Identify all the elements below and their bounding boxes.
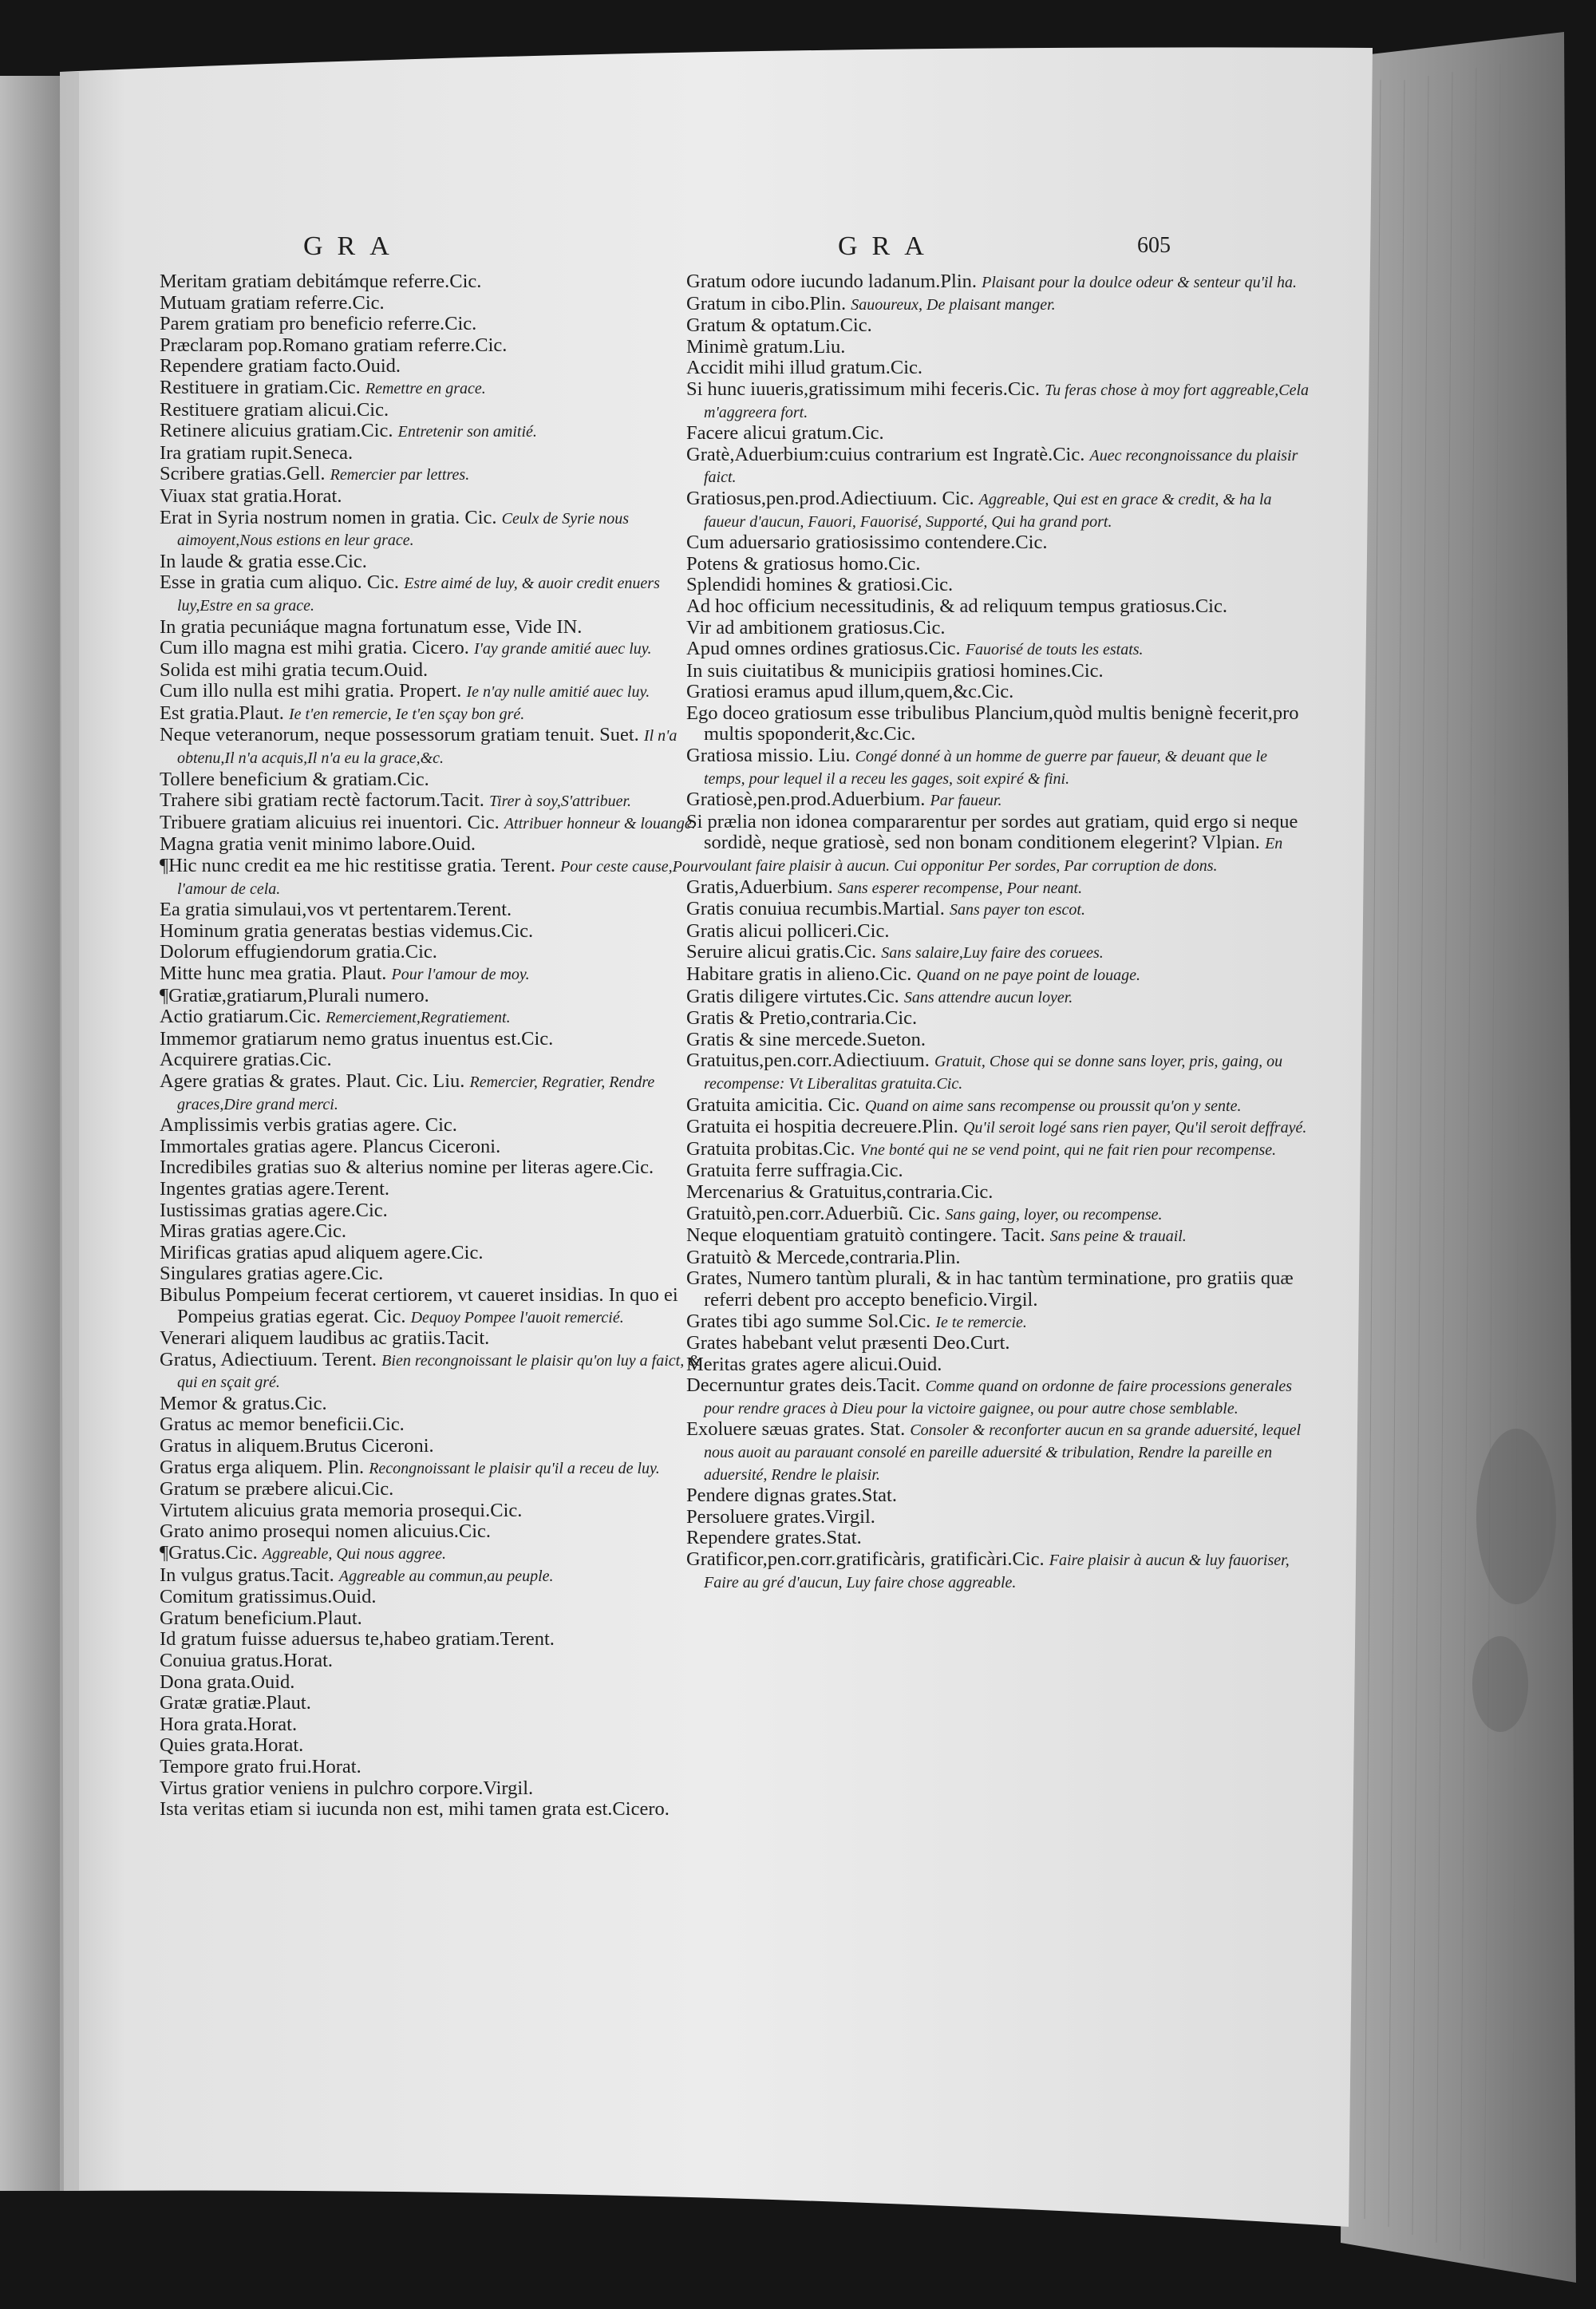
running-head-left: GRA bbox=[303, 231, 404, 261]
entry-french-gloss: En voulant faire plaisir à aucun. Cui opponitur Per sordes, Par corruption de dons. bbox=[704, 835, 1283, 876]
entry-latin: Gratuita ferre suffragia.Cic. bbox=[686, 1160, 903, 1182]
entry-latin: ¶Gratiæ,gratiarum,Plurali numero. bbox=[160, 984, 429, 1006]
entry-latin: Actio gratiarum.Cic. bbox=[160, 1006, 322, 1028]
entry-latin: Rependere gratiam facto.Ouid. bbox=[160, 355, 401, 378]
dictionary-entry bbox=[160, 1799, 710, 1821]
entry-latin: Retinere alicuius gratiam.Cic. bbox=[160, 420, 393, 442]
dictionary-entry bbox=[160, 1137, 710, 1158]
entry-latin: Trahere sibi gratiam rectè factorum.Tacit. bbox=[160, 789, 484, 812]
dictionary-entry bbox=[686, 1008, 1309, 1030]
dictionary-entry bbox=[160, 486, 710, 508]
entry-latin: Potens & gratiosus homo.Cic. bbox=[686, 552, 921, 575]
entry-latin: Mirificas gratias apud aliquem agere.Cic. bbox=[160, 1241, 484, 1263]
entry-latin: Solida est mihi gratia tecum.Ouid. bbox=[160, 658, 429, 681]
entry-latin: Incredibiles gratias suo & alterius nomine per literas agere.Cic. bbox=[160, 1156, 654, 1179]
dictionary-entry bbox=[160, 1350, 710, 1394]
dictionary-entry bbox=[160, 963, 710, 986]
entry-latin: Ego doceo gratiosum esse tribulibus Plancium,quòd multis benignè fecerit,pro multis spoponderit,&c.Cic. bbox=[686, 702, 1299, 745]
dictionary-entry bbox=[686, 1095, 1309, 1117]
entry-latin: Virtus gratior veniens in pulchro corpore.Virgil. bbox=[160, 1777, 534, 1799]
entry-latin: In suis ciuitatibus & municipiis gratiosi homines.Cic. bbox=[686, 659, 1104, 682]
entry-latin: Magna gratia venit minimo labore.Ouid. bbox=[160, 833, 476, 856]
entry-french-gloss: Remerciement,Regratiement. bbox=[326, 1009, 511, 1027]
dictionary-entry bbox=[160, 1394, 710, 1415]
dictionary-entry bbox=[160, 1479, 710, 1500]
entry-latin: Agere gratias & grates. Plaut. Cic. Liu. bbox=[160, 1069, 465, 1092]
entry-french-gloss: Comme quand on ordonne de faire processions generales pour rendre graces à Dieu pour la victoire gaignee, ou pour autre chose semblable. bbox=[704, 1378, 1293, 1417]
dictionary-entry bbox=[160, 1436, 710, 1457]
entry-french-gloss: Consoler & reconforter aucun en sa grande aduersité, lequel nous auoit au parauant consolé en pareille aduersité & tribulation, Rendre la pareille en aduersité, Rendre le plaisir. bbox=[704, 1421, 1302, 1484]
entry-latin: Mutuam gratiam referre.Cic. bbox=[160, 291, 385, 314]
entry-latin: Tribuere gratiam alicuius rei inuentori. Cic. bbox=[160, 811, 500, 833]
dictionary-entry bbox=[160, 1672, 710, 1694]
dictionary-entry bbox=[686, 294, 1309, 316]
dictionary-entry bbox=[160, 335, 710, 357]
dictionary-entry bbox=[160, 899, 710, 921]
entry-latin: Rependere grates.Stat. bbox=[686, 1527, 862, 1549]
dictionary-entry bbox=[160, 790, 710, 812]
entry-french-gloss: Tu feras chose à moy fort aggreable,Cela m'aggreera fort. bbox=[704, 381, 1310, 421]
dictionary-entry bbox=[686, 703, 1309, 745]
entry-french-gloss: Gratuit, Chose qui se donne sans loyer, pris, gaing, ou recompense: Vt Liberalitas gratuita.Cic. bbox=[704, 1053, 1283, 1093]
dictionary-entry bbox=[160, 1521, 710, 1543]
entry-latin: In laude & gratia esse.Cic. bbox=[160, 550, 367, 572]
entry-latin: Grates, Numero tantùm plurali, & in hac tantùm terminatione, pro gratiis quæ referri debent pro accepto beneficio.Virgil. bbox=[686, 1267, 1294, 1311]
entry-latin: Restituere in gratiam.Cic. bbox=[160, 376, 361, 398]
entry-latin: Scribere gratias.Gell. bbox=[160, 463, 326, 485]
dictionary-entry bbox=[686, 1204, 1309, 1226]
entry-latin: Gratiosus,pen.prod.Adiectiuum. Cic. bbox=[686, 487, 974, 509]
entry-latin: Gratis alicui polliceri.Cic. bbox=[686, 919, 890, 942]
entry-french-gloss: Ie te remercie. bbox=[935, 1313, 1027, 1331]
entry-latin: Gratè,Aduerbium:cuius contrarium est Ingratè.Cic. bbox=[686, 443, 1085, 465]
entry-french-gloss: Quand on aime sans recompense ou proussit qu'on y sente. bbox=[864, 1097, 1242, 1115]
dictionary-entry bbox=[686, 1160, 1309, 1182]
entry-latin: Erat in Syria nostrum nomen in gratia. Cic. bbox=[160, 506, 497, 528]
dictionary-entry bbox=[686, 596, 1309, 618]
dictionary-entry bbox=[686, 1528, 1309, 1549]
dictionary-entry bbox=[686, 1139, 1309, 1161]
dictionary-entry bbox=[160, 356, 710, 378]
dictionary-entry bbox=[686, 877, 1309, 899]
entry-latin: Acquirere gratias.Cic. bbox=[160, 1049, 332, 1071]
dictionary-entry bbox=[686, 1485, 1309, 1507]
entry-latin: Gratus ac memor beneficii.Cic. bbox=[160, 1413, 405, 1436]
entry-latin: Hominum gratia generatas bestias videmus.Cic. bbox=[160, 919, 534, 942]
entry-latin: Splendidi homines & gratiosi.Cic. bbox=[686, 574, 954, 596]
left-page-edge bbox=[0, 76, 64, 2191]
dictionary-entry bbox=[160, 464, 710, 486]
dictionary-entry bbox=[160, 443, 710, 465]
entry-latin: Gratis,Aduerbium. bbox=[686, 876, 833, 898]
dictionary-entry bbox=[160, 293, 710, 314]
entry-latin: Gratis & Pretio,contraria.Cic. bbox=[686, 1007, 918, 1030]
dictionary-entry bbox=[160, 1243, 710, 1264]
dictionary-entry bbox=[160, 986, 710, 1007]
dictionary-entry bbox=[160, 1587, 710, 1608]
entry-latin: Dolorum effugiendorum gratia.Cic. bbox=[160, 941, 437, 963]
dictionary-entry bbox=[160, 271, 710, 293]
entry-latin: Bibulus Pompeium fecerat certiorem, vt caueret insidias. In quo ei Pompeius gratias egerat. Cic. bbox=[160, 1283, 678, 1327]
dictionary-entry bbox=[686, 1030, 1309, 1051]
dictionary-entry bbox=[686, 921, 1309, 943]
entry-latin: Ira gratiam rupit.Seneca. bbox=[160, 441, 354, 464]
entry-latin: Grato animo prosequi nomen alicuius.Cic. bbox=[160, 1520, 492, 1543]
entry-french-gloss: Sans payer ton escot. bbox=[949, 901, 1085, 919]
dictionary-entry bbox=[160, 1115, 710, 1137]
dictionary-entry bbox=[686, 964, 1309, 986]
entry-french-gloss: Fauorisé de touts les estats. bbox=[965, 641, 1144, 659]
entry-latin: Gratuitò & Mercede,contraria.Plin. bbox=[686, 1246, 961, 1268]
entry-latin: Gratus, Adiectiuum. Terent. bbox=[160, 1348, 377, 1370]
entry-latin: Parem gratiam pro beneficio referre.Cic. bbox=[160, 313, 477, 335]
right-column bbox=[686, 271, 1309, 1593]
entry-latin: Est gratia.Plaut. bbox=[160, 702, 284, 724]
dictionary-entry bbox=[160, 725, 710, 769]
entry-french-gloss: I'ay grande amitié auec luy. bbox=[473, 640, 652, 658]
entry-latin: Gratuitus,pen.corr.Adiectiuum. bbox=[686, 1050, 930, 1072]
dictionary-entry bbox=[160, 1029, 710, 1050]
dictionary-entry bbox=[160, 834, 710, 856]
entry-latin: Conuiua gratus.Horat. bbox=[160, 1650, 334, 1671]
entry-french-gloss: Tirer à soy,S'attribuer. bbox=[489, 793, 632, 811]
dictionary-entry bbox=[686, 1117, 1309, 1139]
entry-latin: ¶Gratus.Cic. bbox=[160, 1542, 258, 1564]
entry-latin: Esse in gratia cum aliquo. Cic. bbox=[160, 571, 400, 594]
entry-french-gloss: Congé donné à un homme de guerre par faueur, & deuant que le temps, pour lequel il a receu les gages, soit expiré & fini. bbox=[704, 748, 1268, 788]
dictionary-entry bbox=[160, 1714, 710, 1736]
entry-latin: Exoluere sæuas grates. Stat. bbox=[686, 1418, 906, 1441]
entry-latin: Gratificor,pen.corr.gratificàris, gratificàri.Cic. bbox=[686, 1548, 1045, 1571]
entry-latin: Id gratum fuisse aduersus te,habeo gratiam.Terent. bbox=[160, 1628, 555, 1651]
entry-latin: In vulgus gratus.Tacit. bbox=[160, 1564, 334, 1586]
entry-french-gloss: Sans salaire,Luy faire des coruees. bbox=[881, 944, 1104, 963]
dictionary-entry bbox=[160, 1414, 710, 1436]
dictionary-entry bbox=[160, 508, 710, 552]
dictionary-entry bbox=[160, 400, 710, 421]
entry-french-gloss: Faire plaisir à aucun & luy fauoriser, Faire au gré d'aucun, Luy faire chose aggreable. bbox=[704, 1552, 1290, 1591]
dictionary-entry bbox=[160, 1263, 710, 1285]
dictionary-entry bbox=[160, 1757, 710, 1778]
entry-french-gloss: Ie n'ay nulle amitié auec luy. bbox=[466, 683, 650, 702]
dictionary-entry bbox=[686, 1333, 1309, 1354]
entry-latin: Accidit mihi illud gratum.Cic. bbox=[686, 357, 922, 379]
entry-french-gloss: Vne bonté qui ne se vend point, qui ne fait rien pour recompense. bbox=[859, 1141, 1277, 1159]
dictionary-entry bbox=[686, 554, 1309, 575]
entry-latin: Gratus in aliquem.Brutus Ciceroni. bbox=[160, 1435, 434, 1457]
entry-latin: Miras gratias agere.Cic. bbox=[160, 1220, 347, 1243]
entry-french-gloss: Aggreable, Qui nous aggree. bbox=[262, 1545, 446, 1564]
entry-latin: Cum illo magna est mihi gratia. Cicero. bbox=[160, 637, 469, 659]
dictionary-entry bbox=[686, 423, 1309, 445]
entry-latin: Gratis & sine mercede.Sueton. bbox=[686, 1028, 926, 1050]
entry-latin: Gratuitò,pen.corr.Aduerbiũ. Cic. bbox=[686, 1202, 941, 1224]
entry-french-gloss: Plaisant pour la doulce odeur & senteur qu'il ha. bbox=[982, 274, 1297, 291]
entry-french-gloss: Bien recongnoissant le plaisir qu'on luy a faict, & qui en sçait gré. bbox=[177, 1351, 701, 1392]
entry-french-gloss: Aggreable, Qui est en grace & credit, & ha la faueur d'aucun, Fauori, Fauorisé, Supporté, Qui ha grand port. bbox=[704, 490, 1272, 531]
entry-latin: Comitum gratissimus.Ouid. bbox=[160, 1586, 377, 1608]
dictionary-entry bbox=[686, 337, 1309, 358]
entry-french-gloss: Pour l'amour de moy. bbox=[391, 966, 530, 983]
dictionary-entry bbox=[686, 1182, 1309, 1204]
entry-latin: Minimè gratum.Liu. bbox=[686, 335, 846, 358]
entry-latin: Gratuita probitas.Cic. bbox=[686, 1137, 855, 1160]
dictionary-entry bbox=[160, 1200, 710, 1222]
dictionary-entry bbox=[686, 1354, 1309, 1376]
entry-latin: Gratum in cibo.Plin. bbox=[686, 292, 847, 314]
entry-french-gloss: Ceulx de Syrie nous aimoyent,Nous estions en leur grace. bbox=[177, 509, 630, 550]
dictionary-entry bbox=[160, 1500, 710, 1522]
dictionary-entry bbox=[686, 1549, 1309, 1593]
entry-french-gloss: Remercier, Regratier, Rendre graces,Dire grand merci. bbox=[177, 1073, 655, 1113]
dictionary-entry bbox=[686, 899, 1309, 921]
entry-french-gloss: Aggreable au commun,au peuple. bbox=[338, 1567, 554, 1585]
dictionary-entry bbox=[160, 638, 710, 660]
dictionary-entry bbox=[160, 681, 710, 703]
entry-latin: Viuax stat gratia.Horat. bbox=[160, 484, 342, 507]
entry-latin: Iustissimas gratias agere.Cic. bbox=[160, 1199, 388, 1221]
dictionary-entry bbox=[686, 745, 1309, 789]
entry-latin: Si prælia non idonea compararentur per sordes aut gratiam, quid ergo si neque sordidè, neque gratiosè, sed non bonam conditionem elegerint? Vlpian. bbox=[686, 810, 1298, 854]
dictionary-entry bbox=[686, 639, 1309, 661]
dictionary-entry bbox=[686, 661, 1309, 682]
entry-latin: Gratis diligere virtutes.Cic. bbox=[686, 985, 899, 1007]
entry-latin: Venerari aliquem laudibus ac gratiis.Tacit. bbox=[160, 1327, 490, 1350]
entry-french-gloss: Sauoureux, De plaisant manger. bbox=[851, 295, 1056, 314]
dictionary-entry bbox=[160, 1328, 710, 1350]
entry-french-gloss: Il n'a obtenu,Il n'a acquis,Il n'a eu la grace,&c. bbox=[177, 727, 678, 768]
entry-latin: Gratum odore iucundo ladanum.Plin. bbox=[686, 271, 978, 292]
entry-latin: Ista veritas etiam si iucunda non est, mihi tamen grata est.Cicero. bbox=[160, 1798, 670, 1821]
dictionary-entry bbox=[160, 1693, 710, 1714]
dictionary-entry bbox=[160, 812, 710, 835]
entry-latin: Cum aduersario gratiosissimo contendere.Cic. bbox=[686, 532, 1048, 554]
entry-latin: Immortales gratias agere. Plancus Ciceroni. bbox=[160, 1135, 501, 1157]
dictionary-entry bbox=[160, 378, 710, 400]
running-head-right: GRA bbox=[838, 231, 938, 261]
entry-latin: Meritam gratiam debitámque referre.Cic. bbox=[160, 271, 482, 292]
entry-french-gloss: Quand on ne paye point de louage. bbox=[916, 967, 1140, 984]
dictionary-entry bbox=[686, 682, 1309, 703]
entry-latin: Singulares gratias agere.Cic. bbox=[160, 1263, 384, 1285]
dictionary-entry bbox=[160, 1457, 710, 1480]
entry-latin: Tollere beneficium & gratiam.Cic. bbox=[160, 768, 429, 790]
dictionary-entry bbox=[686, 1247, 1309, 1269]
entry-latin: Quies grata.Horat. bbox=[160, 1734, 304, 1757]
entry-latin: Tempore grato frui.Horat. bbox=[160, 1755, 361, 1777]
entry-latin: In gratia pecuniáque magna fortunatum esse, Vide IN. bbox=[160, 615, 583, 638]
dictionary-entry bbox=[686, 532, 1309, 554]
dictionary-entry bbox=[686, 789, 1309, 812]
dictionary-entry bbox=[686, 1225, 1309, 1247]
entry-latin: Gratum & optatum.Cic. bbox=[686, 314, 872, 337]
dictionary-entry bbox=[160, 921, 710, 943]
entry-latin: Grates habebant velut præsenti Deo.Curt. bbox=[686, 1332, 1010, 1354]
entry-latin: Memor & gratus.Cic. bbox=[160, 1392, 327, 1414]
dictionary-entry bbox=[160, 1221, 710, 1243]
entry-french-gloss: Dequoy Pompee l'auoit remercié. bbox=[410, 1308, 624, 1326]
dictionary-entry bbox=[160, 1071, 710, 1115]
dictionary-entry bbox=[686, 445, 1309, 488]
entry-french-gloss: Sans peine & trauail. bbox=[1049, 1228, 1187, 1246]
entry-latin: Seruire alicui gratis.Cic. bbox=[686, 941, 877, 963]
dictionary-entry bbox=[160, 1006, 710, 1029]
dictionary-entry bbox=[160, 314, 710, 335]
entry-latin: Gratuita amicitia. Cic. bbox=[686, 1093, 860, 1116]
entry-french-gloss: Entretenir son amitié. bbox=[397, 423, 537, 441]
entry-latin: Persoluere grates.Virgil. bbox=[686, 1505, 875, 1528]
entry-latin: Habitare gratis in alieno.Cic. bbox=[686, 963, 912, 985]
dictionary-entry bbox=[160, 421, 710, 443]
entry-latin: Hora grata.Horat. bbox=[160, 1713, 298, 1735]
entry-latin: Vir ad ambitionem gratiosus.Cic. bbox=[686, 616, 946, 639]
entry-latin: Decernuntur grates deis.Tacit. bbox=[686, 1374, 921, 1397]
dictionary-entry bbox=[686, 1375, 1309, 1419]
entry-latin: Mitte hunc mea gratia. Plaut. bbox=[160, 963, 387, 984]
dictionary-entry bbox=[160, 1735, 710, 1757]
entry-french-gloss: Sans gaing, loyer, ou recompense. bbox=[945, 1205, 1163, 1224]
entry-french-gloss: Auec recongnoissance du plaisir faict. bbox=[704, 446, 1298, 487]
entry-latin: Meritas grates agere alicui.Ouid. bbox=[686, 1353, 942, 1375]
dictionary-entry bbox=[686, 812, 1309, 877]
dictionary-entry bbox=[160, 660, 710, 682]
entry-latin: Pendere dignas grates.Stat. bbox=[686, 1485, 897, 1507]
entry-french-gloss: Ie t'en remercie, Ie t'en sçay bon gré. bbox=[288, 705, 525, 723]
entry-latin: Gratiosa missio. Liu. bbox=[686, 745, 851, 767]
dictionary-entry bbox=[686, 488, 1309, 532]
entry-latin: Amplissimis verbis gratias agere. Cic. bbox=[160, 1114, 457, 1137]
left-column bbox=[160, 271, 710, 1821]
entry-french-gloss: Pour ceste cause,Pour l'amour de cela. bbox=[177, 858, 705, 898]
dictionary-entry bbox=[160, 1179, 710, 1200]
entry-latin: Apud omnes ordines gratiosus.Cic. bbox=[686, 638, 961, 660]
dictionary-entry bbox=[686, 1419, 1309, 1485]
dictionary-entry bbox=[160, 1050, 710, 1071]
entry-french-gloss: Recongnoissant le plaisir qu'il a receu de luy. bbox=[369, 1459, 660, 1477]
entry-french-gloss: Remettre en grace. bbox=[365, 379, 486, 397]
entry-latin: Neque veteranorum, neque possessorum gratiam tenuit. Suet. bbox=[160, 724, 639, 746]
dictionary-entry bbox=[160, 1285, 710, 1328]
dictionary-entry bbox=[160, 617, 710, 639]
dictionary-entry bbox=[160, 1565, 710, 1587]
entry-french-gloss: Remercier par lettres. bbox=[330, 466, 470, 484]
dictionary-entry bbox=[160, 1651, 710, 1672]
entry-latin: Gratis conuiua recumbis.Martial. bbox=[686, 898, 945, 920]
entry-latin: Præclaram pop.Romano gratiam referre.Cic. bbox=[160, 334, 508, 356]
entry-latin: Grates tibi ago summe Sol.Cic. bbox=[686, 1310, 931, 1332]
dictionary-entry bbox=[160, 1543, 710, 1565]
entry-latin: Ad hoc officium necessitudinis, & ad reliquum tempus gratiosus.Cic. bbox=[686, 595, 1227, 617]
dictionary-entry bbox=[160, 1157, 710, 1179]
entry-latin: Gratæ gratiæ.Plaut. bbox=[160, 1692, 311, 1714]
entry-french-gloss: Sans attendre aucun loyer. bbox=[903, 988, 1073, 1006]
entry-latin: Gratus erga aliquem. Plin. bbox=[160, 1456, 365, 1478]
entry-latin: Mercenarius & Gratuitus,contraria.Cic. bbox=[686, 1180, 994, 1203]
gutter-shadow bbox=[60, 72, 79, 2191]
dictionary-entry bbox=[160, 1608, 710, 1630]
page-number: 605 bbox=[1137, 233, 1171, 258]
entry-latin: Gratum beneficium.Plaut. bbox=[160, 1607, 362, 1629]
dictionary-entry bbox=[160, 1629, 710, 1651]
dictionary-entry bbox=[160, 942, 710, 963]
entry-latin: Restituere gratiam alicui.Cic. bbox=[160, 398, 389, 421]
entry-latin: Facere alicui gratum.Cic. bbox=[686, 422, 884, 445]
dictionary-page bbox=[144, 231, 1404, 1947]
dictionary-entry bbox=[160, 703, 710, 726]
dictionary-entry bbox=[686, 1311, 1309, 1334]
dictionary-entry bbox=[160, 1778, 710, 1800]
dictionary-entry bbox=[686, 1050, 1309, 1094]
dictionary-entry bbox=[686, 942, 1309, 964]
dictionary-entry bbox=[686, 618, 1309, 639]
entry-french-gloss: Attribuer honneur & louange. bbox=[504, 814, 696, 832]
entry-latin: ¶Hic nunc credit ea me hic restitisse gratia. Terent. bbox=[160, 855, 556, 877]
dictionary-entry bbox=[686, 271, 1309, 294]
dictionary-entry bbox=[686, 315, 1309, 337]
entry-latin: Ingentes gratias agere.Terent. bbox=[160, 1177, 390, 1200]
entry-french-gloss: Sans esperer recompense, Pour neant. bbox=[837, 879, 1083, 897]
entry-latin: Dona grata.Ouid. bbox=[160, 1670, 295, 1693]
entry-latin: Cum illo nulla est mihi gratia. Propert. bbox=[160, 680, 462, 702]
dictionary-entry bbox=[160, 856, 710, 899]
entry-latin: Immemor gratiarum nemo gratus inuentus est.Cic. bbox=[160, 1027, 554, 1050]
entry-latin: Gratiosi eramus apud illum,quem,&c.Cic. bbox=[686, 681, 1014, 703]
dictionary-entry bbox=[686, 986, 1309, 1009]
entry-latin: Gratum se præbere alicui.Cic. bbox=[160, 1478, 394, 1500]
entry-french-gloss: Par faueur. bbox=[930, 792, 1002, 810]
entry-latin: Si hunc iuueris,gratissimum mihi feceris.Cic. bbox=[686, 378, 1040, 400]
entry-latin: Neque eloquentiam gratuitò contingere. Tacit. bbox=[686, 1224, 1045, 1247]
entry-latin: Virtutem alicuius grata memoria prosequi.Cic. bbox=[160, 1499, 523, 1521]
dictionary-entry bbox=[160, 769, 710, 791]
entry-latin: Ea gratia simulaui,vos vt pertentarem.Terent. bbox=[160, 899, 512, 921]
dictionary-entry bbox=[686, 1507, 1309, 1528]
dictionary-entry bbox=[686, 575, 1309, 596]
entry-french-gloss: Estre aimé de luy, & auoir credit enuers luy,Estre en sa grace. bbox=[177, 575, 660, 615]
entry-french-gloss: Qu'il seroit logé sans rien payer, Qu'il seroit deffrayé. bbox=[962, 1119, 1307, 1137]
dictionary-entry bbox=[686, 379, 1309, 423]
dictionary-entry bbox=[686, 358, 1309, 379]
dictionary-entry bbox=[160, 552, 710, 573]
entry-latin: Gratuita ei hospitia decreuere.Plin. bbox=[686, 1116, 958, 1138]
entry-latin: Gratiosè,pen.prod.Aduerbium. bbox=[686, 789, 926, 811]
dictionary-entry bbox=[686, 1268, 1309, 1311]
dictionary-entry bbox=[160, 572, 710, 616]
